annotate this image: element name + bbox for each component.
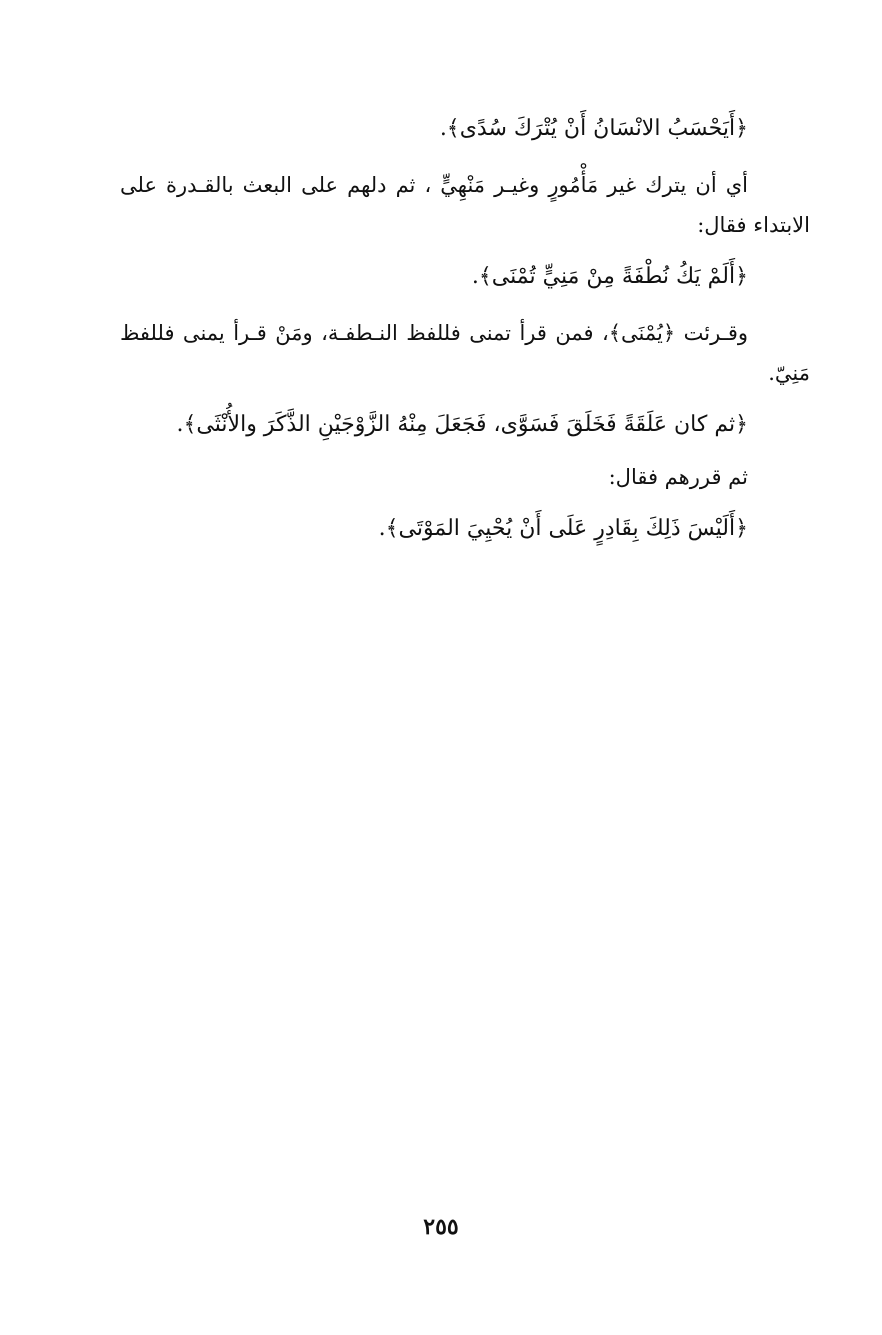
paragraph-2-line-2: مَنِيّ.: [768, 361, 810, 385]
quran-verse-3: ﴿ثم كان عَلَقَةً فَخَلَقَ فَسَوَّى، فَجَعَلَ مِنْهُ الزَّوْجَيْنِ الذَّكَرَ والأُنْثَى﴾.: [176, 412, 748, 437]
quran-verse-1: ﴿أَيَحْسَبُ الانْسَانُ أَنْ يُتْرَكَ سُدًى﴾.: [439, 116, 748, 141]
quran-verse-4: ﴿أَلَيْسَ ذَلِكَ بِقَادِرٍ عَلَى أَنْ يُحْيِيَ المَوْتَى﴾.: [378, 516, 748, 541]
paragraph-3-line-1: ثم قررهم فقال:: [608, 465, 748, 489]
quran-verse-2: ﴿أَلَمْ يَكُ نُطْفَةً مِنْ مَنِيٍّ تُمْنَى﴾.: [471, 264, 748, 289]
paragraph-1-line-1: أي أن يترك غير مَأْمُورٍ وغيـر مَنْهِيٍّ ، ثم دلهم على البعث بالقـدرة على: [120, 173, 748, 197]
paragraph-2-line-1: وقـرئت ﴿يُمْنَى﴾، فمن قرأ تمنى فللفظ النـطفـة، ومَنْ قـرأ يمنى فللفظ: [120, 321, 748, 345]
paragraph-1-line-2: الابتداء فقال:: [697, 213, 810, 237]
page-number: ٢٥٥: [423, 1214, 459, 1240]
body-text: [120, 112, 810, 546]
